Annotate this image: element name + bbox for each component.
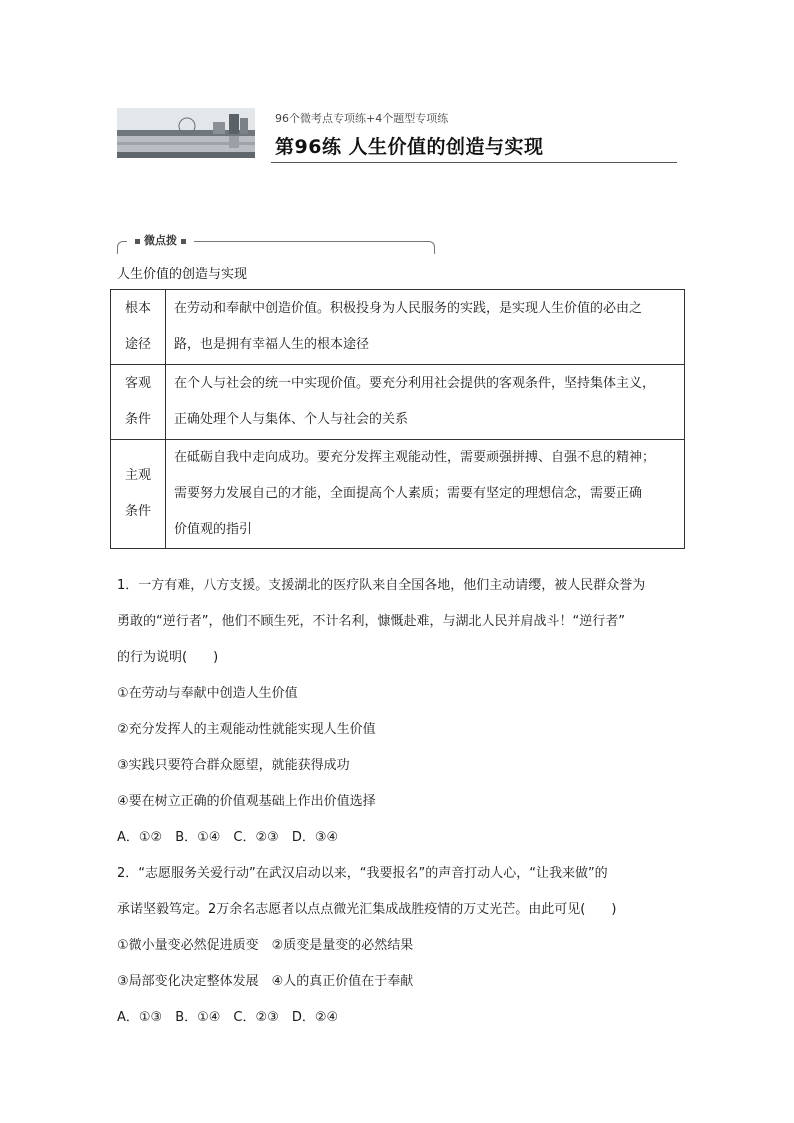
question-option: ②充分发挥人的主观能动性就能实现人生价值: [117, 722, 376, 737]
question-stem-line: 1．一方有难，八方支援。支援湖北的医疗队来自全国各地，他们主动请缨，被人民群众誉为: [117, 578, 646, 593]
question-2: [117, 856, 683, 1036]
question-stem-line: 承诺坚毅笃定。2万余名志愿者以点点微光汇集成战胜疫情的万丈光芒。由此可见( ): [117, 902, 617, 917]
answer-choices: A．①② B．①④ C．②③ D．③④: [117, 830, 339, 845]
row-body-line: 在劳动和奉献中创造价值。积极投身为人民服务的实践，是实现人生价值的必由之: [174, 301, 643, 316]
question-option: ①在劳动与奉献中创造人生价值: [117, 686, 298, 701]
row-body-line: 价值观的指引: [174, 522, 253, 537]
section-title: 人生价值的创造与实现: [117, 267, 248, 282]
square-bullet-icon: [135, 239, 140, 244]
question-option: ④要在树立正确的价值观基础上作出价值选择: [117, 794, 376, 809]
knowledge-table: [110, 289, 685, 549]
questions: [117, 568, 683, 1036]
row-head-line: 途径: [124, 337, 151, 352]
row-body: [166, 365, 685, 440]
question-option: ①微小量变必然促进质变 ②质变是量变的必然结果: [117, 938, 414, 953]
row-head: [111, 440, 166, 549]
page-header: [117, 108, 677, 168]
row-head-line: 主观: [124, 468, 151, 483]
series-subtitle: 96个微考点专项练+4个题型专项练: [275, 112, 449, 125]
square-bullet-icon: [181, 239, 186, 244]
tip-label-text: 微点拨: [144, 234, 177, 247]
row-body: [166, 440, 685, 549]
table-row: [111, 365, 685, 440]
tip-frame: [117, 232, 435, 254]
table-row: [111, 440, 685, 549]
question-stem-line: 2．“志愿服务关爱行动”在武汉启动以来，“我要报名”的声音打动人心，“让我来做”的: [117, 866, 608, 881]
header-city-photo: [117, 108, 255, 158]
question-stem-line: 的行为说明( ): [117, 650, 219, 665]
row-body-line: 正确处理个人与集体、个人与社会的关系: [174, 412, 409, 427]
question-stem-line: 勇敢的“逆行者”，他们不顾生死，不计名利，慷慨赴难，与湖北人民并肩战斗！“逆行者”: [117, 614, 625, 629]
question-option: ③实践只要符合群众愿望，就能获得成功: [117, 758, 350, 773]
row-body-line: 在砥砺自我中走向成功。要充分发挥主观能动性，需要顽强拼搏、自强不息的精神；: [174, 450, 656, 465]
answer-choices: A．①③ B．①④ C．②③ D．②④: [117, 1010, 339, 1025]
header-divider: [271, 162, 677, 163]
row-head-line: 根本: [124, 301, 151, 316]
row-body-line: 在个人与社会的统一中实现价值。要充分利用社会提供的客观条件，坚持集体主义，: [174, 376, 656, 391]
row-body: [166, 290, 685, 365]
row-head-line: 客观: [124, 376, 151, 391]
table-row: [111, 290, 685, 365]
question-option: ③局部变化决定整体发展 ④人的真正价值在于奉献: [117, 974, 414, 989]
page-title: 第96练 人生价值的创造与实现: [275, 136, 544, 158]
tip-label: [127, 232, 194, 248]
row-head-line: 条件: [124, 504, 151, 519]
row-body-line: 需要努力发展自己的才能，全面提高个人素质；需要有坚定的理想信念，需要正确: [174, 486, 643, 501]
row-head-line: 条件: [124, 412, 151, 427]
row-body-line: 路，也是拥有幸福人生的根本途径: [174, 337, 370, 352]
question-1: [117, 568, 683, 856]
row-head: [111, 365, 166, 440]
row-head: [111, 290, 166, 365]
